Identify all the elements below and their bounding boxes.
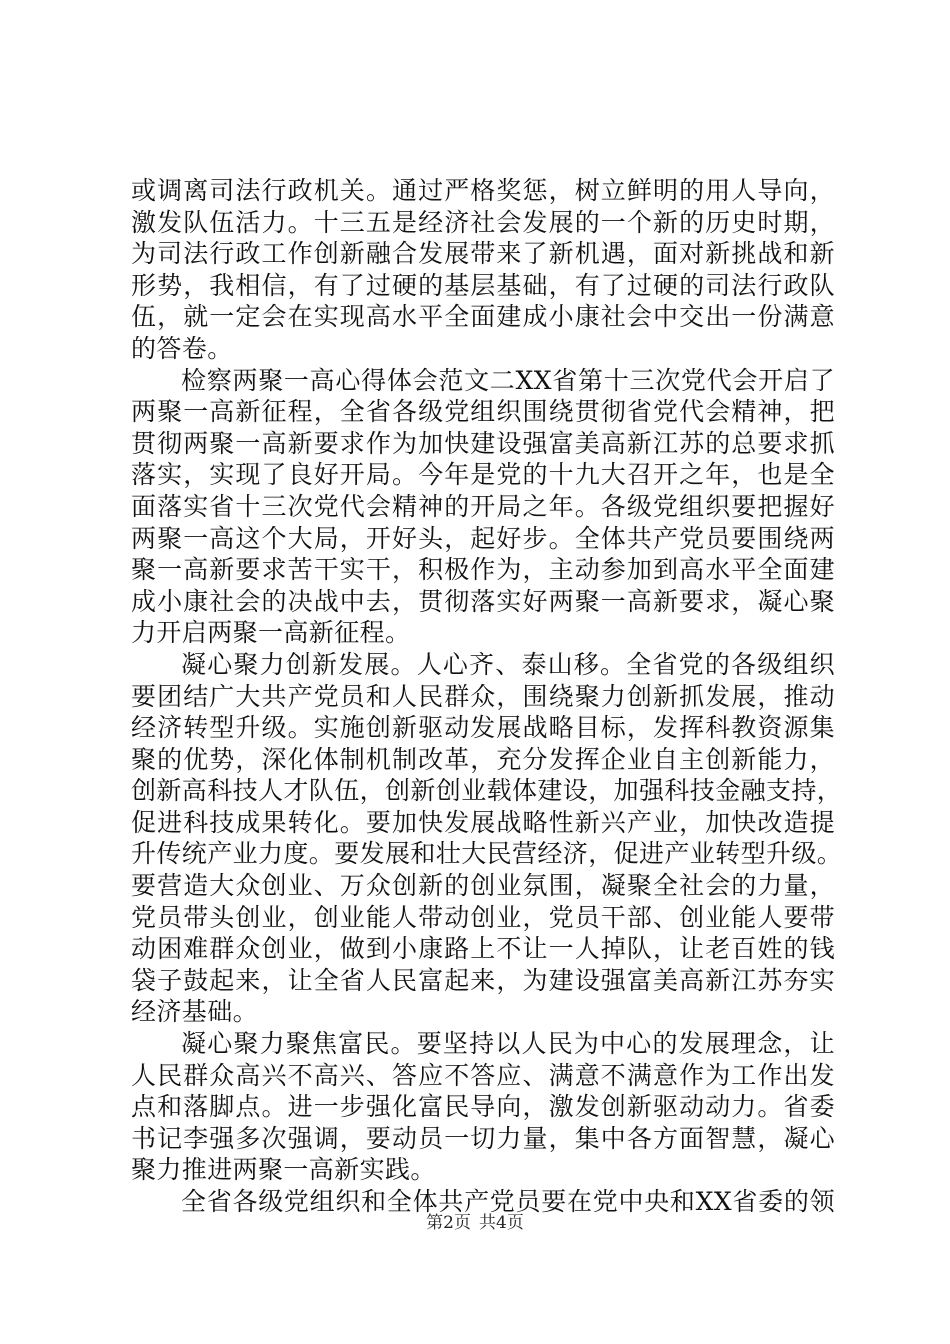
text-line: 动困难群众创业，做到小康路上不让一人掉队，让老百姓的钱 — [131, 934, 835, 964]
page-footer — [0, 1213, 950, 1233]
page-number: 第2页 — [426, 1213, 471, 1233]
text-line: 形势，我相信，有了过硬的基层基础，有了过硬的司法行政队 — [131, 270, 835, 300]
text-line: 两聚一高这个大局，开好头，起好步。全体共产党员要围绕两 — [131, 523, 835, 553]
text-line: 两聚一高新征程，全省各级党组织围绕贯彻省党代会精神，把 — [131, 397, 835, 427]
text-line: 凝心聚力创新发展。人心齐、泰山移。全省党的各级组织 — [181, 649, 835, 679]
text-line: 经济基础。 — [131, 997, 259, 1027]
text-line: 落实，实现了良好开局。今年是党的十九大召开之年，也是全 — [131, 460, 835, 490]
text-line: 升传统产业力度。要发展和壮大民营经济，促进产业转型升级。 — [131, 839, 843, 869]
page-total: 共4页 — [479, 1213, 524, 1233]
text-line: 凝心聚力聚焦富民。要坚持以人民为中心的发展理念，让 — [181, 1029, 835, 1059]
text-line: 促进科技成果转化。要加快发展战略性新兴产业，加快改造提 — [131, 807, 835, 837]
text-line: 面落实省十三次党代会精神的开局之年。各级党组织要把握好 — [131, 491, 835, 521]
text-line: 的答卷。 — [131, 333, 233, 363]
text-line: 创新高科技人才队伍，创新创业载体建设，加强科技金融支持， — [131, 776, 843, 806]
text-line: 点和落脚点。进一步强化富民导向，激发创新驱动动力。省委 — [131, 1092, 835, 1122]
text-line: 贯彻两聚一高新要求作为加快建设强富美高新江苏的总要求抓 — [131, 428, 835, 458]
text-line: 聚力推进两聚一高新实践。 — [131, 1155, 436, 1185]
text-line: 力开启两聚一高新征程。 — [131, 618, 411, 648]
text-line: 书记李强多次强调，要动员一切力量，集中各方面智慧，凝心 — [131, 1123, 835, 1153]
text-line: 聚一高新要求苦干实干，积极作为，主动参加到高水平全面建 — [131, 555, 835, 585]
text-line: 要营造大众创业、万众创新的创业氛围，凝聚全社会的力量， — [131, 871, 835, 901]
document-body — [131, 175, 843, 1218]
text-line: 人民群众高兴不高兴、答应不答应、满意不满意作为工作出发 — [131, 1060, 835, 1090]
text-line: 袋子鼓起来，让全省人民富起来，为建设强富美高新江苏夯实 — [131, 965, 835, 995]
text-line: 成小康社会的决战中去，贯彻落实好两聚一高新要求，凝心聚 — [131, 586, 835, 616]
text-line: 全省各级党组织和全体共产党员要在党中央和XX省委的领 — [181, 1187, 835, 1216]
text-line: 聚的优势，深化体制机制改革，充分发挥企业自主创新能力， — [131, 744, 835, 774]
text-line: 检察两聚一高心得体会范文二XX省第十三次党代会开启了 — [181, 365, 835, 395]
text-line: 或调离司法行政机关。通过严格奖惩，树立鲜明的用人导向， — [131, 176, 835, 205]
text-line: 为司法行政工作创新融合发展带来了新机遇，面对新挑战和新 — [131, 239, 835, 269]
text-line: 伍，就一定会在实现高水平全面建成小康社会中交出一份满意 — [131, 302, 835, 332]
text-line: 经济转型升级。实施创新驱动发展战略目标，发挥科教资源集 — [131, 713, 835, 743]
text-line: 激发队伍活力。十三五是经济社会发展的一个新的历史时期， — [131, 207, 835, 237]
text-line: 要团结广大共产党员和人民群众，围绕聚力创新抓发展，推动 — [131, 681, 835, 711]
text-line: 党员带头创业，创业能人带动创业，党员干部、创业能人要带 — [131, 902, 835, 932]
